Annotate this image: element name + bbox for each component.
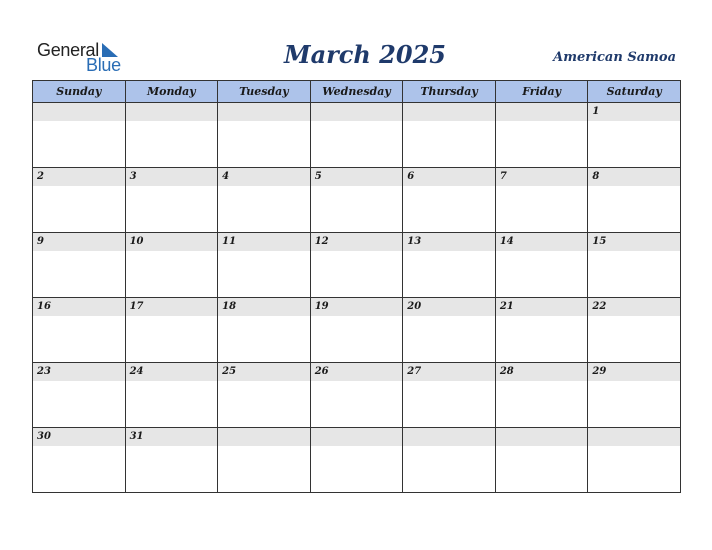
day-number: 6 <box>403 168 495 186</box>
day-cell[interactable] <box>588 103 681 168</box>
day-number: 20 <box>403 298 495 316</box>
weekday-header: Thursday <box>403 81 496 103</box>
day-cell[interactable] <box>33 428 126 493</box>
day-cell[interactable] <box>495 103 588 168</box>
day-cell[interactable] <box>403 298 496 363</box>
logo-word-blue: Blue <box>86 55 121 75</box>
day-number: 17 <box>126 298 218 316</box>
day-cell[interactable] <box>495 428 588 493</box>
day-number: 8 <box>588 168 680 186</box>
day-number: 7 <box>496 168 588 186</box>
week-row <box>33 298 681 363</box>
day-number <box>33 103 125 121</box>
day-number <box>588 428 680 446</box>
weekday-header-row <box>33 81 681 103</box>
day-number: 9 <box>33 233 125 251</box>
day-cell[interactable] <box>588 428 681 493</box>
day-number: 1 <box>588 103 680 121</box>
day-cell[interactable] <box>33 363 126 428</box>
day-number: 22 <box>588 298 680 316</box>
day-number <box>403 428 495 446</box>
day-cell[interactable] <box>588 233 681 298</box>
day-cell[interactable] <box>588 363 681 428</box>
day-number <box>311 428 403 446</box>
day-number: 16 <box>33 298 125 316</box>
day-cell[interactable] <box>495 298 588 363</box>
day-number: 15 <box>588 233 680 251</box>
day-cell[interactable] <box>403 168 496 233</box>
day-cell[interactable] <box>218 233 311 298</box>
day-cell[interactable] <box>310 103 403 168</box>
day-number <box>218 428 310 446</box>
week-row <box>33 428 681 493</box>
day-number: 4 <box>218 168 310 186</box>
day-cell[interactable] <box>33 103 126 168</box>
day-cell[interactable] <box>403 103 496 168</box>
week-row <box>33 168 681 233</box>
day-cell[interactable] <box>495 363 588 428</box>
day-cell[interactable] <box>310 298 403 363</box>
week-row <box>33 363 681 428</box>
day-number: 11 <box>218 233 310 251</box>
day-cell[interactable] <box>588 168 681 233</box>
day-number: 14 <box>496 233 588 251</box>
weekday-header: Sunday <box>33 81 126 103</box>
weekday-header: Wednesday <box>310 81 403 103</box>
day-cell[interactable] <box>588 298 681 363</box>
weekday-header: Saturday <box>588 81 681 103</box>
page-title: March 2025 <box>284 40 446 69</box>
day-number: 24 <box>126 363 218 381</box>
day-number <box>403 103 495 121</box>
day-cell[interactable] <box>310 168 403 233</box>
week-row <box>33 103 681 168</box>
region-label: American Samoa <box>553 50 676 65</box>
day-cell[interactable] <box>125 298 218 363</box>
weekday-header: Friday <box>495 81 588 103</box>
day-number: 21 <box>496 298 588 316</box>
day-number: 25 <box>218 363 310 381</box>
day-cell[interactable] <box>33 168 126 233</box>
day-cell[interactable] <box>218 168 311 233</box>
day-number: 5 <box>311 168 403 186</box>
day-cell[interactable] <box>125 168 218 233</box>
logo-word-general: General <box>37 40 99 60</box>
day-cell[interactable] <box>125 103 218 168</box>
day-number: 2 <box>33 168 125 186</box>
calendar-grid <box>32 80 681 493</box>
day-cell[interactable] <box>218 103 311 168</box>
day-cell[interactable] <box>495 168 588 233</box>
day-cell[interactable] <box>218 428 311 493</box>
day-number <box>126 103 218 121</box>
day-cell[interactable] <box>310 233 403 298</box>
day-cell[interactable] <box>125 233 218 298</box>
day-number <box>496 428 588 446</box>
day-number <box>496 103 588 121</box>
day-number: 13 <box>403 233 495 251</box>
day-number: 26 <box>311 363 403 381</box>
day-number: 30 <box>33 428 125 446</box>
day-number <box>311 103 403 121</box>
day-number: 31 <box>126 428 218 446</box>
day-cell[interactable] <box>33 298 126 363</box>
day-number: 18 <box>218 298 310 316</box>
weekday-header: Monday <box>125 81 218 103</box>
day-number: 19 <box>311 298 403 316</box>
day-number: 27 <box>403 363 495 381</box>
day-cell[interactable] <box>310 428 403 493</box>
day-cell[interactable] <box>125 428 218 493</box>
day-number <box>218 103 310 121</box>
day-number: 10 <box>126 233 218 251</box>
brand-logo <box>37 40 137 74</box>
day-cell[interactable] <box>403 363 496 428</box>
day-number: 3 <box>126 168 218 186</box>
day-cell[interactable] <box>495 233 588 298</box>
day-cell[interactable] <box>218 363 311 428</box>
day-cell[interactable] <box>403 428 496 493</box>
week-row <box>33 233 681 298</box>
day-number: 29 <box>588 363 680 381</box>
day-number: 28 <box>496 363 588 381</box>
day-number: 23 <box>33 363 125 381</box>
day-cell[interactable] <box>125 363 218 428</box>
day-number: 12 <box>311 233 403 251</box>
day-cell[interactable] <box>218 298 311 363</box>
day-cell[interactable] <box>310 363 403 428</box>
weekday-header: Tuesday <box>218 81 311 103</box>
day-cell[interactable] <box>33 233 126 298</box>
day-cell[interactable] <box>403 233 496 298</box>
